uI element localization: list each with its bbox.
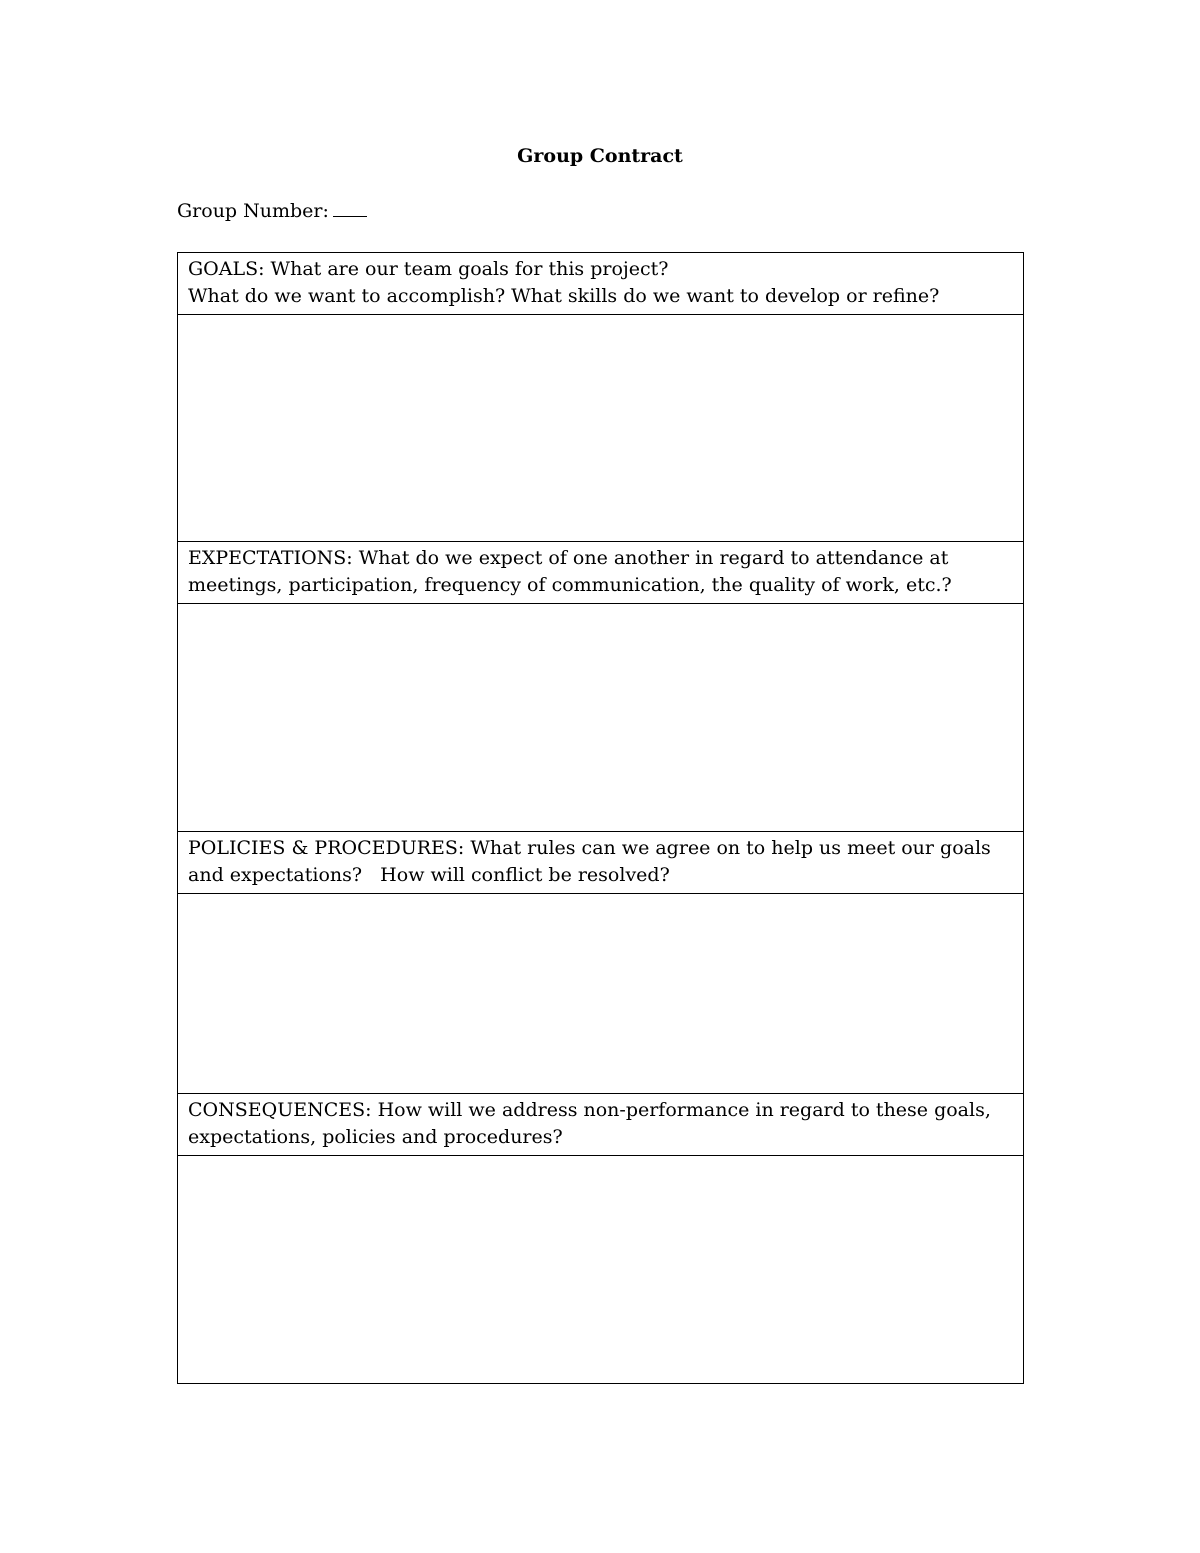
group-number-line xyxy=(177,198,367,224)
expectations-answer-row xyxy=(178,604,1024,832)
goals-answer-row xyxy=(178,315,1024,542)
goals-answer-box[interactable] xyxy=(178,315,1024,542)
policies-answer-row xyxy=(178,894,1024,1094)
expectations-prompt-row xyxy=(178,542,1024,604)
consequences-answer-row xyxy=(178,1156,1024,1384)
goals-prompt-line-1: GOALS: What are our team goals for this project? xyxy=(188,258,669,280)
expectations-answer-box[interactable] xyxy=(178,604,1024,832)
policies-prompt-line-2: and expectations? How will conflict be resolved? xyxy=(188,864,670,886)
consequences-answer-box[interactable] xyxy=(178,1156,1024,1384)
expectations-prompt-line-1: EXPECTATIONS: What do we expect of one another in regard to attendance at xyxy=(188,547,949,569)
consequences-prompt-line-2: expectations, policies and procedures? xyxy=(188,1126,563,1148)
goals-prompt-line-2: What do we want to accomplish? What skills do we want to develop or refine? xyxy=(188,285,940,307)
consequences-prompt-row xyxy=(178,1094,1024,1156)
goals-prompt xyxy=(178,253,1024,315)
expectations-prompt-line-2: meetings, participation, frequency of communication, the quality of work, etc.? xyxy=(188,574,952,596)
page-title: Group Contract xyxy=(517,145,683,167)
policies-prompt xyxy=(178,832,1024,894)
consequences-prompt xyxy=(178,1094,1024,1156)
expectations-prompt xyxy=(178,542,1024,604)
group-number-blank[interactable] xyxy=(333,198,367,217)
policies-answer-box[interactable] xyxy=(178,894,1024,1094)
policies-prompt-line-1: POLICIES & PROCEDURES: What rules can we agree on to help us meet our goals xyxy=(188,837,991,859)
goals-prompt-row xyxy=(178,253,1024,315)
consequences-prompt-line-1: CONSEQUENCES: How will we address non-performance in regard to these goals, xyxy=(188,1099,991,1121)
policies-prompt-row xyxy=(178,832,1024,894)
group-number-label: Group Number: xyxy=(177,200,329,222)
contract-table xyxy=(177,252,1024,1384)
